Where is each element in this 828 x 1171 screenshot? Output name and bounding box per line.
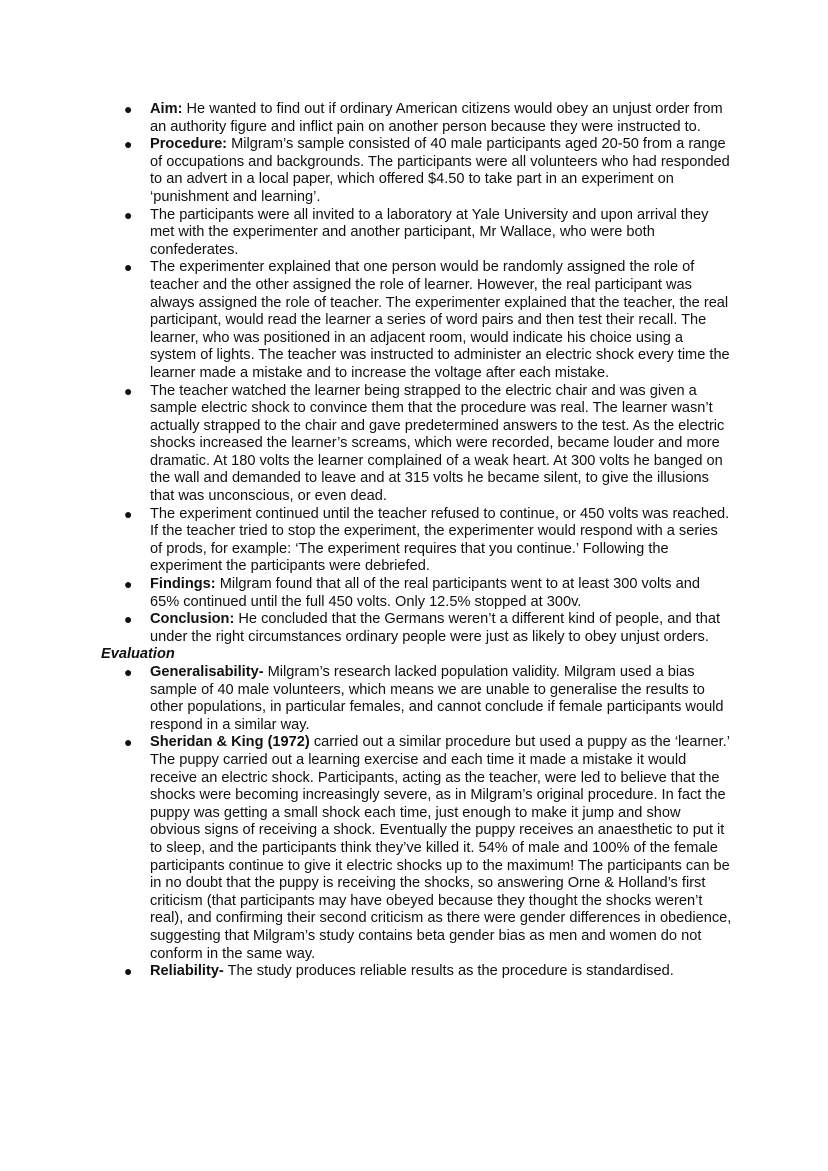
item-text: Milgram’s sample consisted of 40 male participants aged 20-50 from a range of occupations and backgrounds. The participants were all volunteers who had responded to an advert in a local paper, which offered $4.50 to take part in an experiment on ‘punishment and learning’.: [150, 136, 730, 205]
document-page: [0, 101, 828, 981]
bullet-list-study: [0, 101, 828, 646]
list-item-roles: [0, 259, 828, 382]
item-text: The teacher watched the learner being strapped to the electric chair and was given a sample electric shock to convince them that the procedure was real. The learner wasn’t actually strapped to the chair and gave predetermined answers to the test. As the electric shocks increased the learner’s screams, which were recorded, became louder and more dramatic. At 180 volts the learner complained of a weak heart. At 300 volts he banged on the wall and demanded to leave and at 315 volts he became silent, to give the illusions that was unconscious, or even dead.: [150, 382, 725, 505]
item-text: Milgram found that all of the real participants went to at least 300 volts and 65% continued until the full 450 volts. Only 12.5% stopped at 300v.: [150, 576, 700, 610]
list-item-conclusion: [0, 611, 828, 646]
item-label: Findings:: [150, 576, 216, 593]
item-label: Aim:: [150, 101, 183, 117]
item-text: The participants were all invited to a laboratory at Yale University and upon arrival they met with the experimenter and another participant, Mr Wallace, who were both confederates.: [150, 206, 709, 258]
list-item-shocks: [0, 383, 828, 506]
list-item-sheridan-king: [0, 734, 828, 963]
bullet-list-evaluation: [0, 664, 828, 981]
bullet-icon: ●: [124, 505, 133, 522]
bullet-icon: ●: [124, 664, 133, 680]
item-label: Reliability-: [150, 963, 224, 980]
item-label: Generalisability-: [150, 664, 264, 680]
list-item-aim: [0, 101, 828, 136]
bullet-icon: ●: [124, 576, 133, 593]
item-text: The experiment continued until the teacher refused to continue, or 450 volts was reached. If the teacher tried to stop the experiment, the experimenter would respond with a series of prods, for example: ‘The experiment requires that you continue.’ Following the experiment the participants were debriefed.: [150, 505, 730, 575]
list-item-findings: [0, 576, 828, 611]
bullet-icon: ●: [124, 136, 133, 153]
item-text: He wanted to find out if ordinary American citizens would obey an unjust order from an authority figure and inflict pain on another person because they were instructed to.: [150, 101, 723, 135]
bullet-icon: ●: [124, 734, 133, 751]
item-label: Sheridan & King (1972): [150, 734, 310, 751]
bullet-icon: ●: [124, 101, 133, 117]
evaluation-heading: Evaluation: [101, 646, 175, 663]
list-item-procedure: [0, 136, 828, 206]
item-text: carried out a similar procedure but used a puppy as the ‘learner.’ The puppy carried out a learning exercise and each time it made a mistake it would receive an electric shock. Participants, acting as the teacher, were led to believe that the shocks were becoming increasingly severe, as in Milgram’s original procedure. In fact the puppy was getting a small shock each time, just enough to make it jump and show obvious signs of receiving a shock. Eventually the puppy receives an anaesthetic to put it to sleep, and the participants think they’ve killed it. 54% of male and 100% of the female participants continue to give it electric shocks up to the maximum! The participants can be in no doubt that the puppy is receiving the shocks, so answering Orne & Holland’s first criticism (that participants may have obeyed because they thought the shocks weren’t real), and confirming their second criticism as there were gender differences in obedience, suggesting that Milgram’s study contains beta gender bias as men and women do not conform in the same way.: [150, 734, 732, 962]
list-item-laboratory: [0, 207, 828, 260]
bullet-icon: ●: [124, 206, 133, 223]
item-text: Milgram’s research lacked population validity. Milgram used a bias sample of 40 male volunteers, which means we are unable to generalise the results to other populations, in particular females, and cannot conclude if female participants would respond in a similar way.: [150, 664, 724, 733]
bullet-icon: ●: [124, 963, 133, 980]
item-label: Procedure:: [150, 136, 228, 153]
list-item-reliability: [0, 963, 828, 981]
bullet-icon: ●: [124, 611, 133, 628]
bullet-icon: ●: [124, 259, 133, 276]
bullet-icon: ●: [124, 382, 133, 399]
item-text: The study produces reliable results as the procedure is standardised.: [223, 963, 674, 980]
item-text: He concluded that the Germans weren’t a different kind of people, and that under the right circumstances ordinary people were just as likely to obey unjust orders.: [150, 611, 721, 645]
item-label: Conclusion:: [150, 611, 235, 628]
item-text: The experimenter explained that one person would be randomly assigned the role of teacher and the other assigned the role of learner. However, the real participant was always assigned the role of teacher. The experimenter explained that the teacher, the real participant, would read the learner a series of word pairs and then test their recall. The learner, who was positioned in an adjacent room, would indicate his choice using a system of lights. The teacher was instructed to administer an electric shock every time the learner made a mistake and to increase the voltage after each mistake.: [150, 259, 730, 381]
list-item-continuation: [0, 506, 828, 576]
list-item-generalisability: [0, 664, 828, 734]
